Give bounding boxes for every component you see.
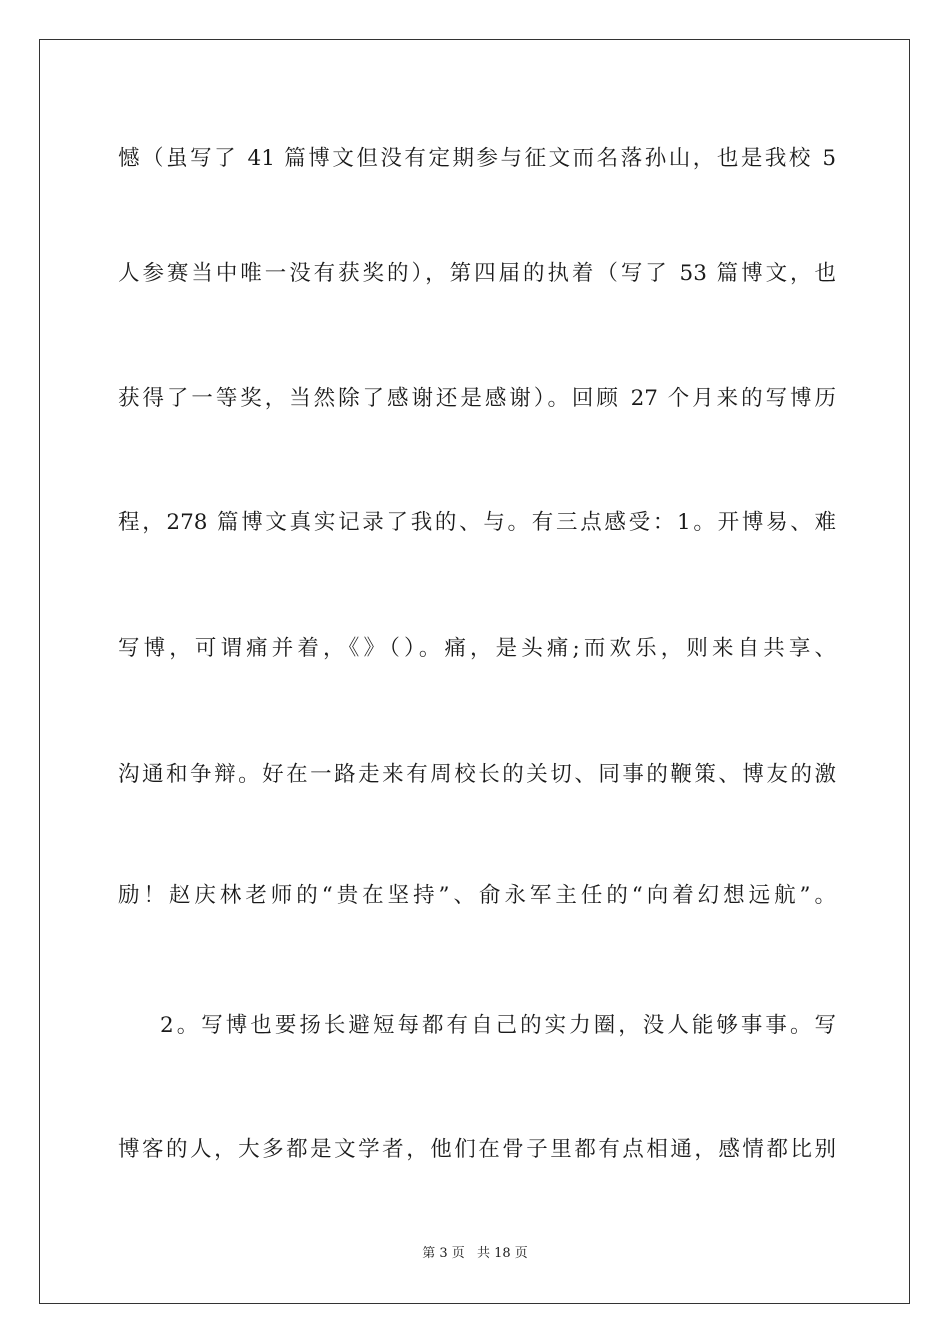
text-line-4: 程，278 篇博文真实记录了我的、与。有三点感受：1。开博易、难: [118, 510, 836, 535]
page-border: [39, 39, 910, 1304]
text-line-8-paragraph-start: 2。写博也要扬长避短每都有自己的实力圈，没人能够事事。写: [160, 1013, 836, 1038]
text-line-5: 写博，可谓痛并着，《》（）。痛，是头痛;而欢乐，则来自共享、: [118, 636, 836, 661]
text-line-3: 获得了一等奖，当然除了感谢还是感谢）。回顾 27 个月来的写博历: [118, 386, 836, 411]
page-footer: [0, 1245, 950, 1263]
page-total: 共 18 页: [476, 1246, 528, 1261]
text-line-7: 励！赵庆林老师的“贵在坚持”、俞永军主任的“向着幻想远航”。: [118, 883, 836, 908]
text-line-2: 人参赛当中唯一没有获奖的），第四届的执着（写了 53 篇博文，也: [118, 261, 836, 286]
text-line-9: 博客的人，大多都是文学者，他们在骨子里都有点相通，感情都比别: [118, 1137, 836, 1162]
text-line-6: 沟通和争辩。好在一路走来有周校长的关切、同事的鞭策、博友的激: [118, 762, 836, 787]
text-line-1: 憾（虽写了 41 篇博文但没有定期参与征文而名落孙山，也是我校 5: [118, 146, 836, 171]
page-number: 第 3 页: [422, 1246, 465, 1261]
